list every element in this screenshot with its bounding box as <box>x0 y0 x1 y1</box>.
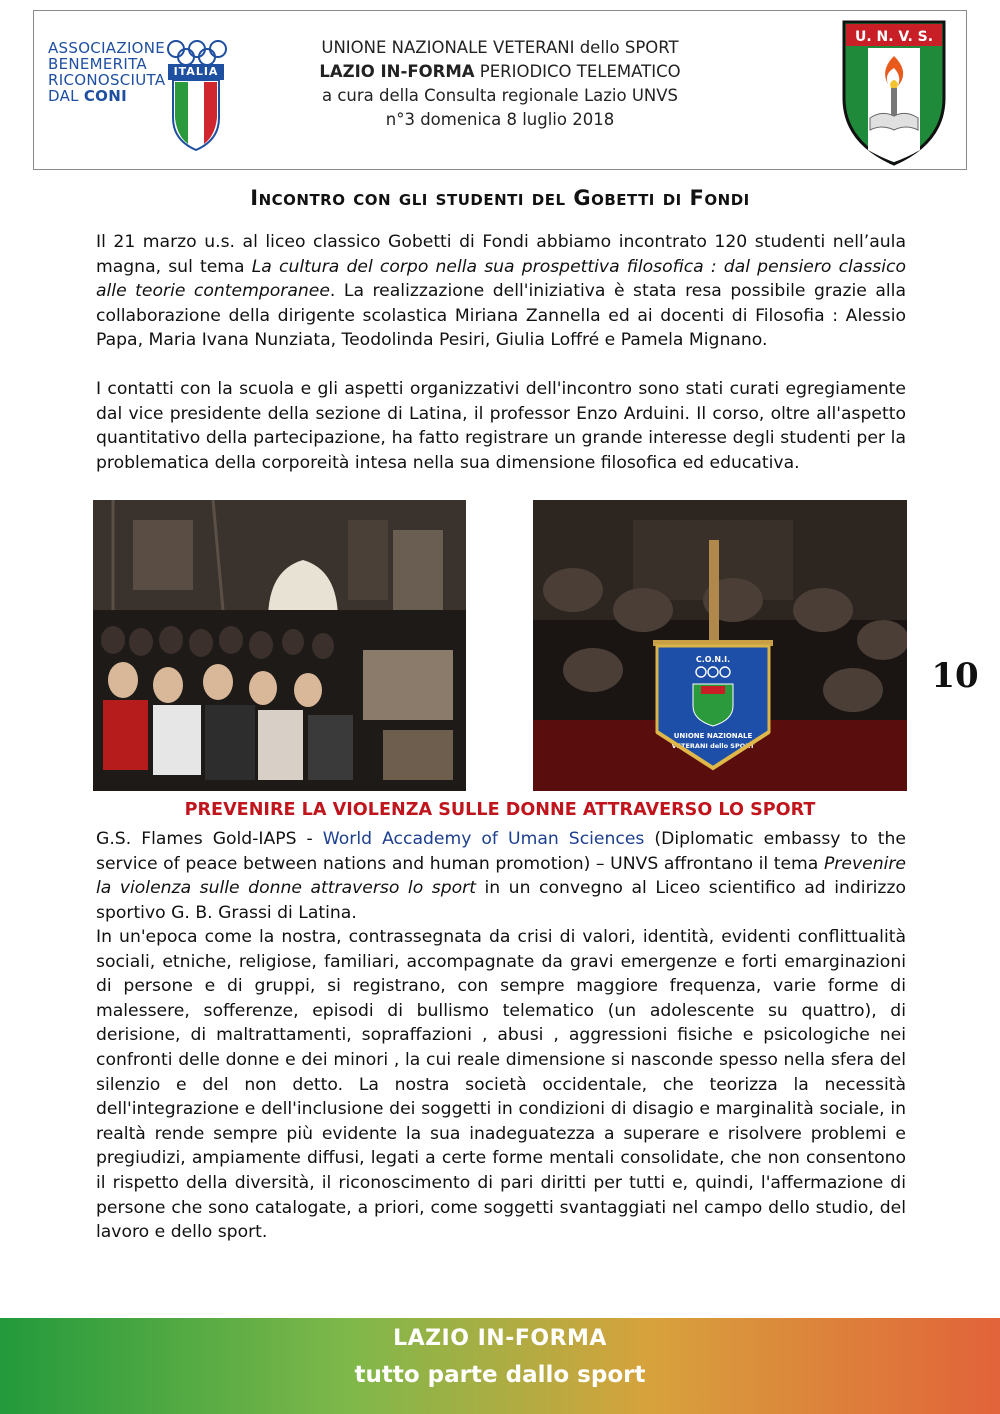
article2-paragraph-2: In un'epoca come la nostra, contrassegnata da crisi di valori, identità, evidenti conflittualità sociali, etniche, religiose, familiari, accompagnate da gravi emergenze e forti emarginazioni di persone e di gruppi, si registrano, con sempre maggiore frequenza, varie forme di malessere, sofferenze, episodi di bullismo telematico (un adolescente su quattro), di derisione, di maltrattamenti, sopraffazioni , abusi , aggressioni fisiche e psicologiche nei confronti delle donne e dei minori , la cui reale dimensione si nasconde spesso nella sfera del silenzio e del non detto. La nostra società occidentale, che teorizza la necessità dell'integrazione e dell'inclusione dei soggetti in condizioni di disagio e marginalità sociale, in realtà rende sempre più evidente la sua inadeguatezza a superare e risolvere problemi e pregiudizi, ampiamente diffusi, legati a certe forme mentali consolidate, che non consentono il rispetto della diversità, il riconoscimento di pari diritti per tutti e, quindi, l'affermazione di persone che sono catalogate, a priori, come soggetti svantaggiati nel campo dello studio, del lavoro e dello sport. <box>96 927 906 1243</box>
coni-line-4: DAL CONI <box>48 87 127 105</box>
coni-logo-text <box>48 40 165 104</box>
header-line-4: n°3 domenica 8 luglio 2018 <box>385 110 615 129</box>
svg-text:U. N. V. S.: U. N. V. S. <box>854 29 934 45</box>
article2-paragraph-1: G.S. Flames Gold-IAPS - World Accademy of Uman Sciences (Diplomatic embassy to the service of peace between nations and human promotion) – UNVS affrontano il tema Prevenire la violenza sulle donne attraverso lo sport in un convegno al Liceo scientifico ad indirizzo sportivo G. B. Grassi di Latina. <box>96 829 906 923</box>
svg-text:C.O.N.I.: C.O.N.I. <box>695 655 731 664</box>
olympic-rings-icon <box>166 40 228 66</box>
header-line-1: UNIONE NAZIONALE VETERANI dello SPORT <box>321 38 679 57</box>
coni-line-1: ASSOCIAZIONE <box>48 39 166 57</box>
article1-paragraph-2: I contatti con la scuola e gli aspetti organizzativi dell'incontro sono stati curati egregiamente dal vice presidente della sezione di Latina, il professor Enzo Arduini. Il corso, oltre all'aspetto quantitativo della partecipazione, ha fatto registrare un grande interesse degli studenti per la problematica della corporeità intesa nella sua dimensione filosofica ed educativa. <box>96 379 906 473</box>
svg-text:VETERANI dello SPORT: VETERANI dello SPORT <box>671 742 755 750</box>
world-accademy-link[interactable]: World Accademy of Uman Sciences <box>322 829 645 849</box>
coni-line-2: BENEMERITA <box>48 55 147 73</box>
italia-label: ITALIA <box>168 64 224 80</box>
coni-logo <box>48 40 230 152</box>
header-line-3: a cura della Consulta regionale Lazio UNVS <box>321 86 679 105</box>
footer-tagline: tutto parte dallo sport <box>354 1362 646 1388</box>
photo-unvs-pennant <box>533 500 907 791</box>
article1-paragraph-1: Il 21 marzo u.s. al liceo classico Gobetti di Fondi abbiamo incontrato 120 studenti nell’aula magna, sul tema La cultura del corpo nella sua prospettiva filosofica : dal pensiero classico alle teorie contemporanee. La realizzazione dell'iniziativa è stata resa possibile grazie alla collaborazione della dirigente scolastica Miriana Zannella ed ai docenti di Filosofia : Alessio Papa, Maria Ivana Nunziata, Teodolinda Pesiri, Giulia Loffré e Pamela Mignano. <box>96 232 906 351</box>
svg-text:UNIONE NAZIONALE: UNIONE NAZIONALE <box>673 732 753 740</box>
coni-line-3: RICONOSCIUTA <box>48 71 166 89</box>
page-number: 10 <box>931 656 979 696</box>
header-line-2: LAZIO IN-FORMA PERIODICO TELEMATICO <box>319 62 681 81</box>
header-text <box>260 36 740 132</box>
article2-title: PREVENIRE LA VIOLENZA SULLE DONNE ATTRAVERSO LO SPORT <box>184 800 816 820</box>
footer-title: LAZIO IN-FORMA <box>393 1326 607 1351</box>
photo-students-hall <box>93 500 466 791</box>
article1-title: Incontro con gli studenti del Gobetti di Fondi <box>250 186 750 210</box>
unvs-shield-logo <box>840 18 948 168</box>
